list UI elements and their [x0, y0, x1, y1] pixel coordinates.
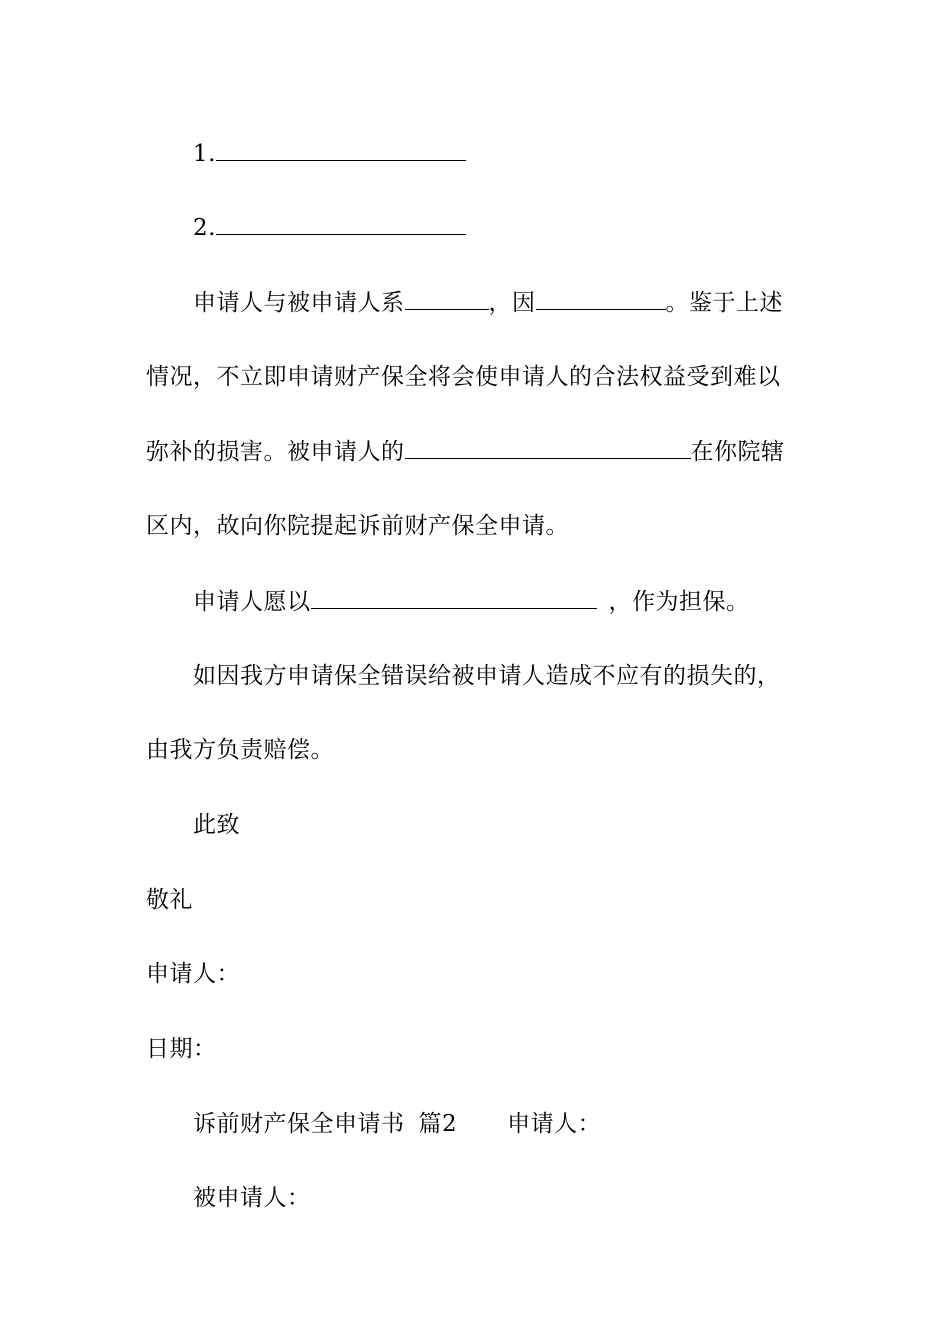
applicant-label: 申请人：: [146, 961, 240, 987]
paragraph-line: [193, 586, 750, 617]
section-heading: [193, 1109, 601, 1139]
text-segment: 弥补的损害。被申请人的: [146, 439, 405, 465]
paragraph-line: 如因我方申请保全错误给被申请人造成不应有的损失的，: [193, 663, 781, 689]
list-item-2: [193, 212, 466, 243]
date-label: 日期：: [146, 1036, 217, 1062]
text-segment: 。鉴于上述: [665, 290, 783, 316]
text-segment: 申请人与被申请人系: [193, 290, 405, 316]
fill-blank: [216, 212, 466, 235]
text-segment: ，作为担保。: [608, 589, 750, 615]
paragraph-line: [146, 436, 785, 467]
fill-blank: [405, 287, 489, 310]
fill-blank: [216, 138, 466, 161]
paragraph-line: 由我方负责赔偿。: [146, 737, 334, 763]
item-number: 1.: [193, 141, 216, 167]
item-number: 2.: [193, 215, 216, 241]
fill-blank: [536, 287, 666, 310]
fill-blank: [311, 586, 597, 609]
paragraph-line: 区内，故向你院提起诉前财产保全申请。: [146, 513, 569, 539]
section-part: 篇2: [418, 1111, 458, 1137]
paragraph-line: [193, 287, 783, 318]
applicant-label: 申请人：: [507, 1111, 602, 1137]
text-segment: 在你院辖: [690, 439, 785, 465]
section-title: 诉前财产保全申请书: [193, 1111, 405, 1137]
text-segment: 申请人愿以: [193, 589, 311, 615]
fill-blank: [405, 436, 691, 459]
text-segment: ，因: [488, 290, 536, 316]
closing-text: 此致: [193, 812, 240, 838]
salutation-text: 敬礼: [146, 887, 193, 913]
paragraph-line: 情况，不立即申请财产保全将会使申请人的合法权益受到难以: [146, 364, 781, 390]
list-item-1: [193, 138, 466, 169]
respondent-label: 被申请人：: [193, 1185, 311, 1211]
